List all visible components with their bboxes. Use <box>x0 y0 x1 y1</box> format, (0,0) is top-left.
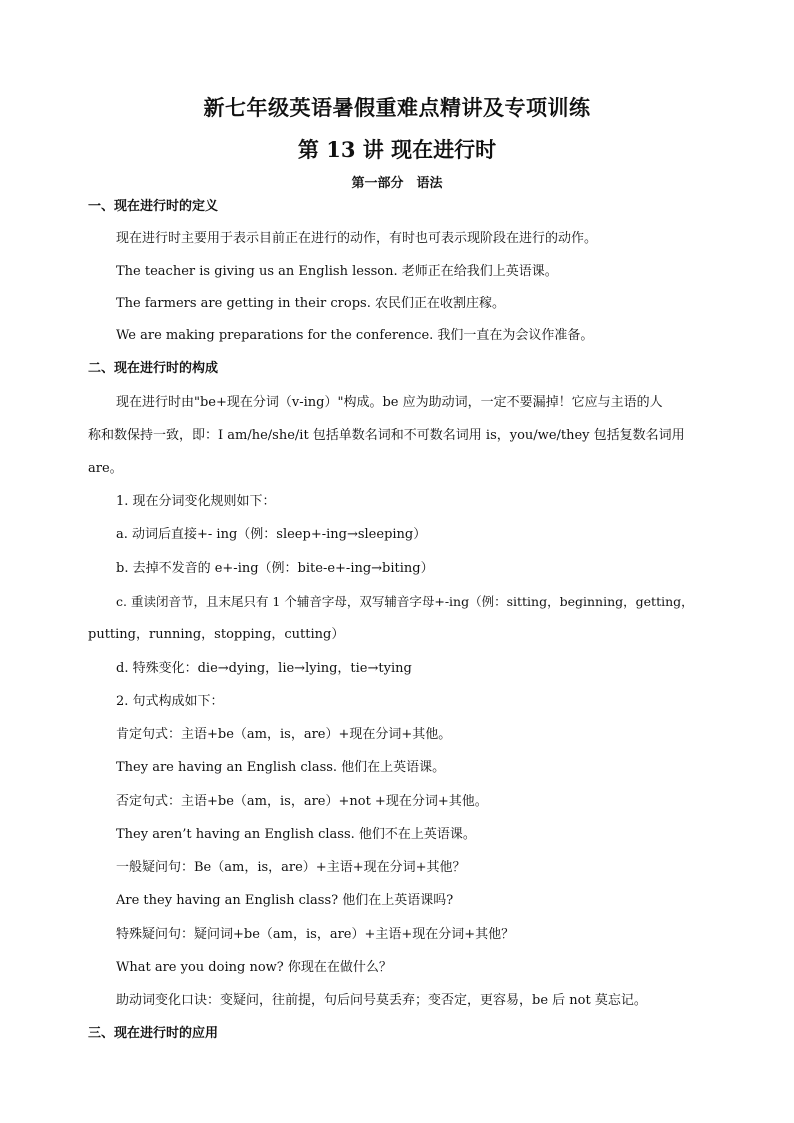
rule-item: a. 动词后直接+- ing（例：sleep+-ing→sleeping） <box>116 527 427 542</box>
form-line: They are having an English class. 他们在上英语课。 <box>116 760 446 775</box>
form-line: What are you doing now? 你现在在做什么？ <box>116 960 392 975</box>
definition-line: 现在进行时主要用于表示目前正在进行的动作，有时也可表示现阶段在进行的动作。 <box>116 231 598 246</box>
rule-item-continued: putting，running，stopping，cutting） <box>88 627 345 642</box>
rule-item: d. 特殊变化：die→dying，lie→lying，tie→tying <box>116 661 412 676</box>
section2-heading: 二、现在进行时的构成 <box>88 361 219 376</box>
example-line: The farmers are getting in their crops. 农民们正在收割庄稼。 <box>116 296 505 311</box>
paragraph-line: 现在进行时由"be+现在分词（v-ing）"构成。be 应为助动词，一定不要漏掉！它应与主语的人 <box>116 395 663 410</box>
form-line: 特殊疑问句：疑问词+be（am，is，are）+主语+现在分词+其他？ <box>116 927 515 942</box>
paragraph-line: 称和数保持一致，即：I am/he/she/it 包括单数名词和不可数名词用 is，you/we/they 包括复数名词用 <box>88 428 685 443</box>
paragraph-line: are。 <box>88 461 123 476</box>
example-line: The teacher is giving us an English lesson. 老师正在给我们上英语课。 <box>116 264 558 279</box>
section1-heading: 一、现在进行时的定义 <box>88 199 219 214</box>
example-line: We are making preparations for the conference. 我们一直在为会议作准备。 <box>116 328 594 343</box>
form-line: Are they having an English class? 他们在上英语课吗? <box>116 893 454 908</box>
form-line: 一般疑问句：Be（am，is，are）+主语+现在分词+其他？ <box>116 860 466 875</box>
rules-title: 1. 现在分词变化规则如下： <box>116 494 276 509</box>
mnemonic-line: 助动词变化口诀：变疑问，往前提，句后问号莫丢弃；变否定，更容易，be 后 not 莫忘记。 <box>116 993 647 1008</box>
part-title: 第一部分 语法 <box>351 176 443 191</box>
form-line: 否定句式：主语+be（am，is，are）+not +现在分词+其他。 <box>116 794 488 809</box>
document-title: 新七年级英语暑假重难点精讲及专项训练 <box>203 95 591 120</box>
form-line: They aren’t having an English class. 他们不在上英语课。 <box>116 827 476 842</box>
section3-heading: 三、现在进行时的应用 <box>88 1026 219 1041</box>
rule-item: c. 重读闭音节，且末尾只有 1 个辅音字母，双写辅音字母+-ing（例：sitting，beginning，getting， <box>116 594 694 609</box>
lecture-title: 第 13 讲 现在进行时 <box>297 137 497 162</box>
rule-item: b. 去掉不发音的 e+-ing（例：bite-e+-ing→biting） <box>116 561 434 576</box>
form-line: 肯定句式：主语+be（am，is，are）+现在分词+其他。 <box>116 727 452 742</box>
forms-title: 2. 句式构成如下： <box>116 694 224 709</box>
